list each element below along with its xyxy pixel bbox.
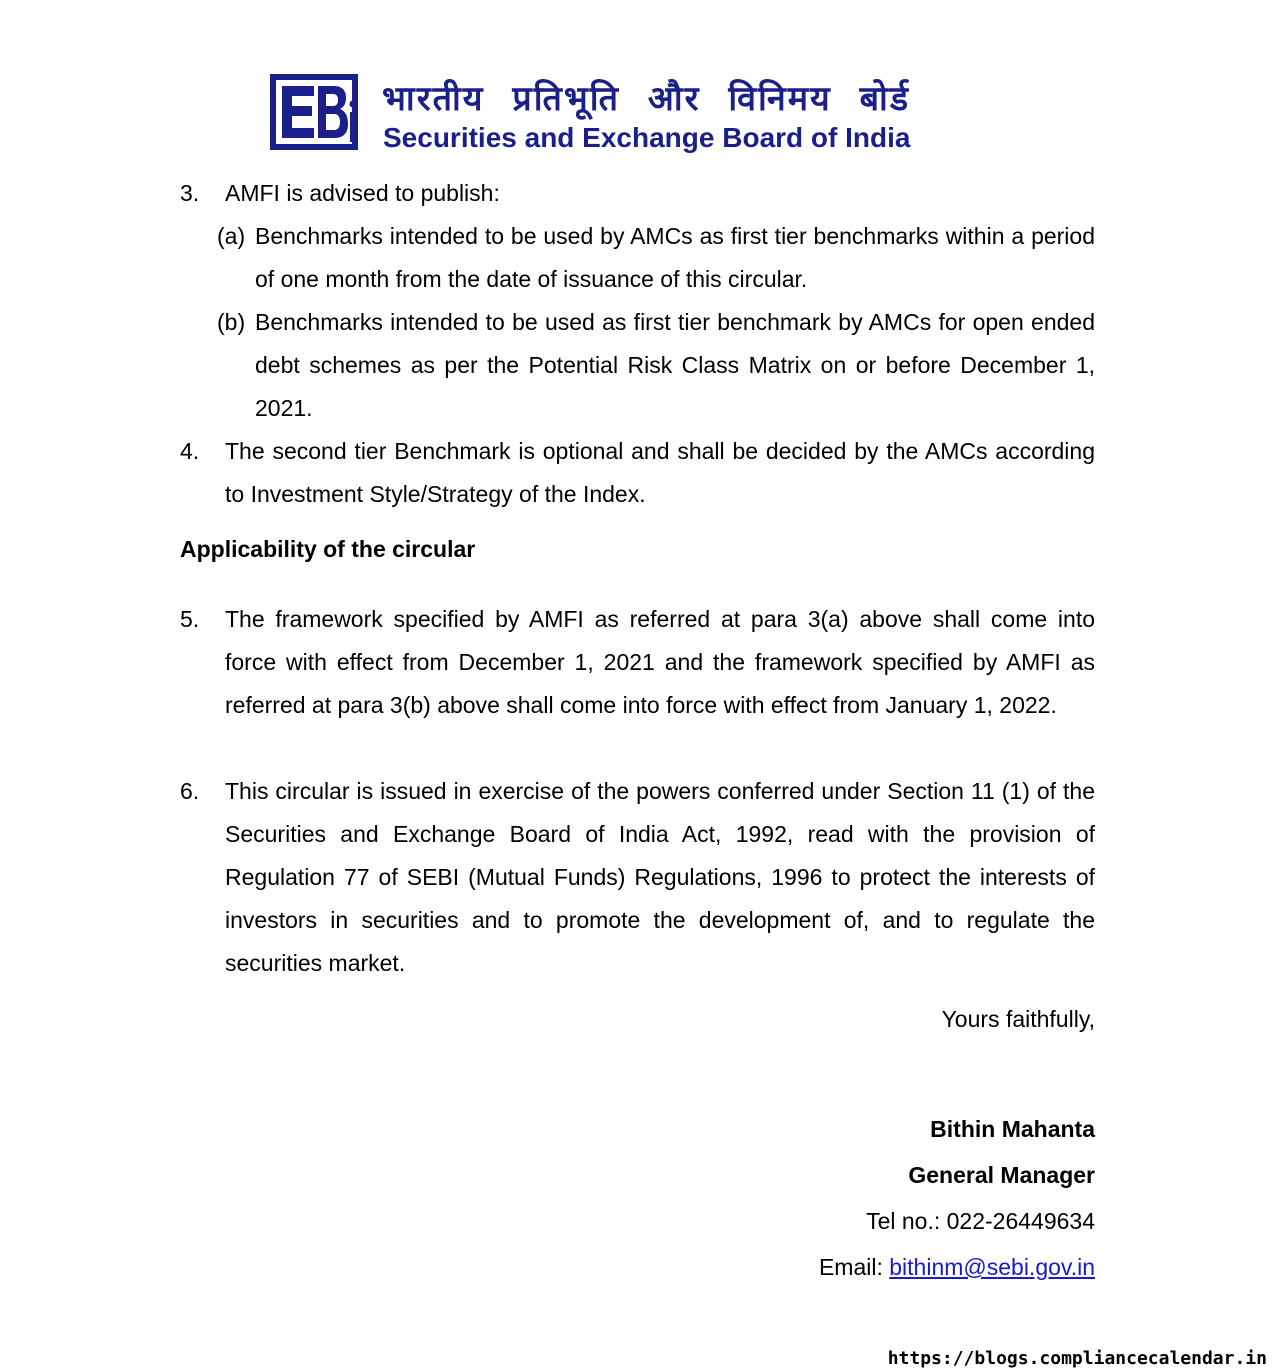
watermark-url: https://blogs.compliancecalendar.in (887, 1348, 1267, 1369)
paragraph-number: 6. (180, 778, 200, 804)
paragraph-number: 3. (180, 180, 200, 206)
header-title-hindi: भारतीय प्रतिभूति और विनिमय बोर्ड (382, 79, 911, 119)
paragraph-3a (180, 215, 1095, 301)
paragraph-number: 4. (180, 438, 200, 464)
paragraph-4 (180, 430, 1095, 516)
paragraph-5 (180, 598, 1095, 727)
paragraph-3 (180, 172, 1095, 215)
header-title-english: Securities and Exchange Board of India (383, 122, 911, 153)
signatory-title: General Manager (908, 1162, 1095, 1188)
paragraph-6 (180, 770, 1095, 985)
sub-item-text: Benchmarks intended to be used by AMCs as first tier benchmarks within a period of one month from the date of issuance of this circular. (255, 223, 1095, 292)
signatory-email-line (180, 1246, 1095, 1289)
sub-item-label: (a) (217, 223, 246, 249)
circular-body (180, 172, 1095, 1289)
signatory-name: Bithin Mahanta (930, 1116, 1095, 1142)
sub-item-label: (b) (217, 309, 246, 335)
paragraph-text: AMFI is advised to publish: (225, 180, 500, 206)
signatory-tel: Tel no.: 022-26449634 (866, 1208, 1095, 1234)
closing: Yours faithfully, (941, 1006, 1095, 1032)
email-link[interactable]: bithinm@sebi.gov.in (889, 1254, 1095, 1280)
section-heading: Applicability of the circular (180, 536, 476, 562)
sub-item-text: Benchmarks intended to be used as first tier benchmark by AMCs for open ended debt schemes as per the Potential Risk Class Matrix on or before December 1, 2021. (255, 309, 1095, 421)
paragraph-text: The second tier Benchmark is optional and shall be decided by the AMCs according to Investment Style/Strategy of the Index. (225, 438, 1095, 507)
paragraph-number: 5. (180, 606, 200, 632)
email-label: Email: (818, 1254, 890, 1280)
paragraph-text: The framework specified by AMFI as referred at para 3(a) above shall come into force with effect from December 1, 2021 and the framework specified by AMFI as referred at para 3(b) above shall come into force with effect from January 1, 2022. (225, 606, 1095, 718)
sebi-logo (268, 72, 360, 152)
letterhead (268, 72, 948, 154)
paragraph-text: This circular is issued in exercise of the powers conferred under Section 11 (1) of the Securities and Exchange Board of India Act, 1992, read with the provision of Regulation 77 of SEBI (Mutual Funds) Regulations, 1996 to protect the interests of investors in securities and to promote the development of, and to regulate the securities market. (225, 778, 1095, 976)
paragraph-3b (180, 301, 1095, 430)
